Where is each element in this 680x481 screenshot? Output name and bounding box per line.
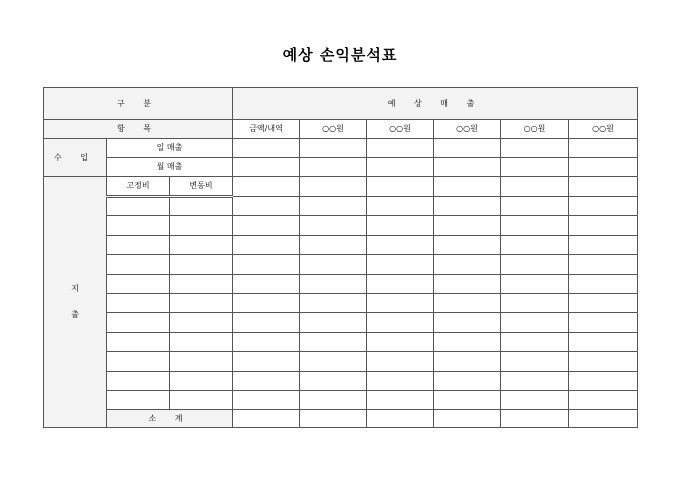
- table-cell[interactable]: [569, 255, 638, 274]
- table-cell[interactable]: [233, 274, 300, 293]
- table-cell[interactable]: [300, 177, 367, 197]
- table-cell[interactable]: [367, 139, 434, 158]
- table-cell[interactable]: [300, 293, 367, 312]
- monthly-sales-label: 월 매출: [107, 158, 233, 177]
- variable-cost-header: 변동비: [170, 177, 233, 197]
- table-cell[interactable]: [367, 255, 434, 274]
- table-row: [44, 274, 638, 293]
- table-cell[interactable]: [233, 313, 300, 332]
- table-cell[interactable]: [501, 352, 569, 371]
- table-cell[interactable]: [107, 332, 170, 351]
- table-cell[interactable]: [501, 139, 569, 158]
- expense-label: 지 출: [44, 177, 107, 428]
- table-row: [44, 332, 638, 351]
- unit-column-header: ○○원: [569, 120, 638, 139]
- table-cell[interactable]: [107, 197, 170, 216]
- table-cell[interactable]: [569, 158, 638, 177]
- table-cell[interactable]: [569, 177, 638, 197]
- table-cell[interactable]: [501, 332, 569, 351]
- table-cell[interactable]: [300, 216, 367, 235]
- subtotal-label: 소 계: [107, 410, 233, 428]
- table-cell[interactable]: [434, 313, 501, 332]
- table-row: [44, 255, 638, 274]
- table-cell[interactable]: [569, 390, 638, 409]
- table-cell[interactable]: [501, 197, 569, 216]
- table-cell[interactable]: [501, 255, 569, 274]
- table-cell[interactable]: [434, 371, 501, 390]
- profit-loss-table: [43, 87, 638, 428]
- table-cell[interactable]: [233, 158, 300, 177]
- table-cell[interactable]: [434, 410, 501, 428]
- table-cell[interactable]: [501, 371, 569, 390]
- table-cell[interactable]: [367, 216, 434, 235]
- table-cell[interactable]: [300, 197, 367, 216]
- table-cell[interactable]: [300, 255, 367, 274]
- table-cell[interactable]: [569, 197, 638, 216]
- table-cell[interactable]: [367, 197, 434, 216]
- table-cell[interactable]: [501, 216, 569, 235]
- table-cell[interactable]: [233, 197, 300, 216]
- table-cell[interactable]: [434, 158, 501, 177]
- table-cell[interactable]: [233, 371, 300, 390]
- category-header: 구 분: [44, 88, 233, 120]
- table-cell[interactable]: [434, 332, 501, 351]
- table-cell[interactable]: [170, 293, 233, 312]
- table-cell[interactable]: [233, 332, 300, 351]
- table-cell[interactable]: [107, 235, 170, 254]
- table-cell[interactable]: [434, 139, 501, 158]
- table-cell[interactable]: [107, 352, 170, 371]
- table-row: [44, 313, 638, 332]
- table-cell[interactable]: [367, 313, 434, 332]
- table-cell[interactable]: [367, 293, 434, 312]
- table-cell[interactable]: [233, 255, 300, 274]
- table-cell[interactable]: [501, 313, 569, 332]
- table-cell[interactable]: [501, 158, 569, 177]
- table-cell[interactable]: [300, 390, 367, 409]
- table-cell[interactable]: [501, 293, 569, 312]
- table-cell[interactable]: [107, 274, 170, 293]
- table-cell[interactable]: [170, 371, 233, 390]
- table-cell[interactable]: [501, 410, 569, 428]
- table-cell[interactable]: [170, 313, 233, 332]
- table-cell[interactable]: [367, 390, 434, 409]
- table-cell[interactable]: [233, 235, 300, 254]
- daily-sales-label: 일 매출: [107, 139, 233, 158]
- table-cell[interactable]: [233, 352, 300, 371]
- unit-column-header: ○○원: [367, 120, 434, 139]
- unit-column-header: ○○원: [434, 120, 501, 139]
- page-title: 예상 손익분석표: [282, 46, 398, 64]
- table-cell[interactable]: [233, 293, 300, 312]
- table-cell[interactable]: [170, 274, 233, 293]
- table-cell[interactable]: [367, 235, 434, 254]
- table-cell[interactable]: [367, 158, 434, 177]
- table-cell[interactable]: [170, 332, 233, 351]
- table-row: [44, 235, 638, 254]
- table-cell[interactable]: [501, 235, 569, 254]
- table-cell[interactable]: [569, 293, 638, 312]
- table-cell[interactable]: [300, 371, 367, 390]
- table-cell[interactable]: [569, 332, 638, 351]
- table-cell[interactable]: [300, 332, 367, 351]
- table-cell[interactable]: [107, 371, 170, 390]
- table-cell[interactable]: [170, 197, 233, 216]
- table-cell[interactable]: [170, 235, 233, 254]
- table-cell[interactable]: [367, 332, 434, 351]
- table-cell[interactable]: [569, 371, 638, 390]
- table-cell[interactable]: [170, 255, 233, 274]
- table-cell[interactable]: [569, 235, 638, 254]
- table-cell[interactable]: [434, 216, 501, 235]
- table-cell[interactable]: [367, 371, 434, 390]
- table-cell[interactable]: [434, 235, 501, 254]
- table-cell[interactable]: [434, 390, 501, 409]
- table-cell[interactable]: [300, 235, 367, 254]
- table-cell[interactable]: [434, 293, 501, 312]
- table-cell[interactable]: [300, 158, 367, 177]
- table-cell[interactable]: [434, 177, 501, 197]
- table-cell[interactable]: [300, 410, 367, 428]
- table-cell[interactable]: [233, 177, 300, 197]
- table-cell[interactable]: [569, 352, 638, 371]
- table-cell[interactable]: [569, 410, 638, 428]
- table-cell[interactable]: [233, 390, 300, 409]
- table-cell[interactable]: [170, 352, 233, 371]
- table-cell[interactable]: [367, 177, 434, 197]
- table-cell[interactable]: [434, 197, 501, 216]
- forecast-sales-header: 예 상 매 출: [233, 88, 638, 120]
- table-cell[interactable]: [569, 313, 638, 332]
- table-row: [44, 216, 638, 235]
- table-cell[interactable]: [501, 390, 569, 409]
- table-cell[interactable]: [300, 313, 367, 332]
- table-cell[interactable]: [170, 390, 233, 409]
- table-cell[interactable]: [107, 313, 170, 332]
- table-cell[interactable]: [233, 216, 300, 235]
- table-cell[interactable]: [434, 274, 501, 293]
- table-cell[interactable]: [107, 255, 170, 274]
- item-header: 항 목: [44, 120, 233, 139]
- table-cell[interactable]: [367, 410, 434, 428]
- table-cell[interactable]: [300, 274, 367, 293]
- table-row: [44, 293, 638, 312]
- table-cell[interactable]: [233, 410, 300, 428]
- table-cell[interactable]: [367, 274, 434, 293]
- table-cell[interactable]: [501, 177, 569, 197]
- table-row: [44, 197, 638, 216]
- table-cell[interactable]: [170, 216, 233, 235]
- table-cell[interactable]: [569, 139, 638, 158]
- income-label: 수 입: [44, 139, 107, 177]
- table-row: [44, 390, 638, 409]
- table-cell[interactable]: [367, 352, 434, 371]
- table-cell[interactable]: [501, 274, 569, 293]
- table-cell[interactable]: [107, 390, 170, 409]
- subtotal-row: [44, 410, 638, 428]
- table-cell[interactable]: [300, 352, 367, 371]
- table-row: [44, 352, 638, 371]
- table-cell[interactable]: [569, 216, 638, 235]
- amount-detail-header: 금액/내역: [233, 120, 300, 139]
- table-cell[interactable]: [233, 139, 300, 158]
- table-cell[interactable]: [300, 139, 367, 158]
- table-row: [44, 371, 638, 390]
- unit-column-header: ○○원: [300, 120, 367, 139]
- table-cell[interactable]: [107, 293, 170, 312]
- unit-column-header: ○○원: [501, 120, 569, 139]
- table-cell[interactable]: [434, 255, 501, 274]
- table-cell[interactable]: [434, 352, 501, 371]
- table-cell[interactable]: [569, 274, 638, 293]
- table-cell[interactable]: [107, 216, 170, 235]
- fixed-cost-header: 고정비: [107, 177, 170, 197]
